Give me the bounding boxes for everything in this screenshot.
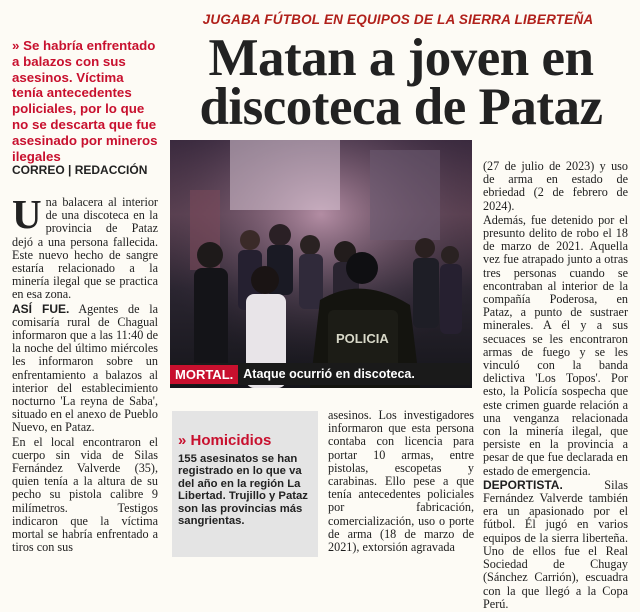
col1-paragraph-1: na balacera al interior de una discoteca en la provincia de Pataz dejó a una persona fallecida. Este nuevo hecho de sangre estaría relacionado a la minería ilegal que se practica en esa zona.	[12, 195, 158, 302]
col1-lead-in: ASÍ FUE.	[12, 301, 70, 316]
police-vest-text: POLICIA	[336, 331, 389, 346]
sidebar-box-title: » Homicidios	[178, 432, 272, 449]
photo-caption	[170, 363, 470, 385]
column-2	[328, 409, 474, 555]
col1-paragraph-2: Agentes de la comisaría rural de Chagual informaron que a las 11:40 de la noche del último miércoles les informaron sobre un enfrentamiento a balazos al interior del establecimiento nocturno 'La reyna de Saba', situado en el anexo de Pueblo Nuevo, en Pataz.	[12, 301, 158, 435]
col3-paragraph-1: (27 de julio de 2023) y uso de arma en estado de ebriedad (2 de febrero de 2024).	[483, 159, 628, 213]
byline: CORREO | REDACCIÓN	[12, 163, 148, 177]
deck: » Se habría enfrentado a balazos con sus asesinos. Víctima tenía antecedentes policiales, por lo que no se descarta que fue asesinado por mineros ilegales	[12, 38, 158, 164]
column-1	[12, 191, 158, 555]
col3-paragraph-3: Silas Fernández Valverde también era un apasionado por el fútbol. Él jugó en varios equipos de la sierra liberteña. Uno de ellos fue el Real Sociedad de Chugay (Sánchez Carrión), escuadra con la que llegó a la Copa Perú.	[483, 477, 628, 611]
col3-paragraph-2: Además, fue detenido por el presunto delito de robo el 18 de marzo de 2021. Aquella vez fue atrapado junto a otras tres personas cuando se encontraban al interior de la compañía Poderosa, en Pataz, a punto de sustraer minerales. A él y a sus secuaces se les encontraron armas de fuego y se les vinculó con la banda delictiva 'Los Topos'. Por esto, la Policía sospecha que este crimen guarde relación a una venganza relacionada con la minería ilegal, que persiste en la provincia a pesar de que fue declarada en estado de emergencia.	[483, 212, 628, 478]
column-3	[483, 160, 628, 612]
kicker: JUGABA FÚTBOL EN EQUIPOS DE LA SIERRA LIBERTEÑA	[202, 12, 594, 27]
caption-label: MORTAL.	[170, 365, 238, 384]
headline	[166, 29, 636, 136]
headline-line-2: discoteca de Pataz	[199, 78, 603, 136]
col3-lead-in: DEPORTISTA.	[483, 477, 563, 492]
drop-cap: U	[12, 191, 42, 237]
col1-paragraph-3: En el local encontraron el cuerpo sin vida de Silas Fernández Valverde (35), quien tenía a la altura de su pecho su pistola calibre 9 milímetros. Testigos indicaron que la víctima mortal se habría enfrentado a tiros con sus	[12, 434, 158, 555]
col2-text: asesinos. Los investigadores informaron que esta persona contaba con licencia para portar 10 armas, entre pistolas, escopetas y carabinas. Ello pese a que tenía antecedentes policiales por fabricación, comercialización, uso o porte de arma (18 de marzo de 2021), extorsión agravada	[328, 408, 474, 555]
news-photo	[170, 140, 472, 388]
caption-text: Ataque ocurrió en discoteca.	[243, 367, 415, 381]
headline-line-1: Matan a joven en	[208, 29, 594, 87]
sidebar-box-text: 155 asesinatos se han registrado en lo que va del año en la región La Libertad. Trujillo y Pataz son las provincias más sangrientas.	[178, 453, 308, 528]
